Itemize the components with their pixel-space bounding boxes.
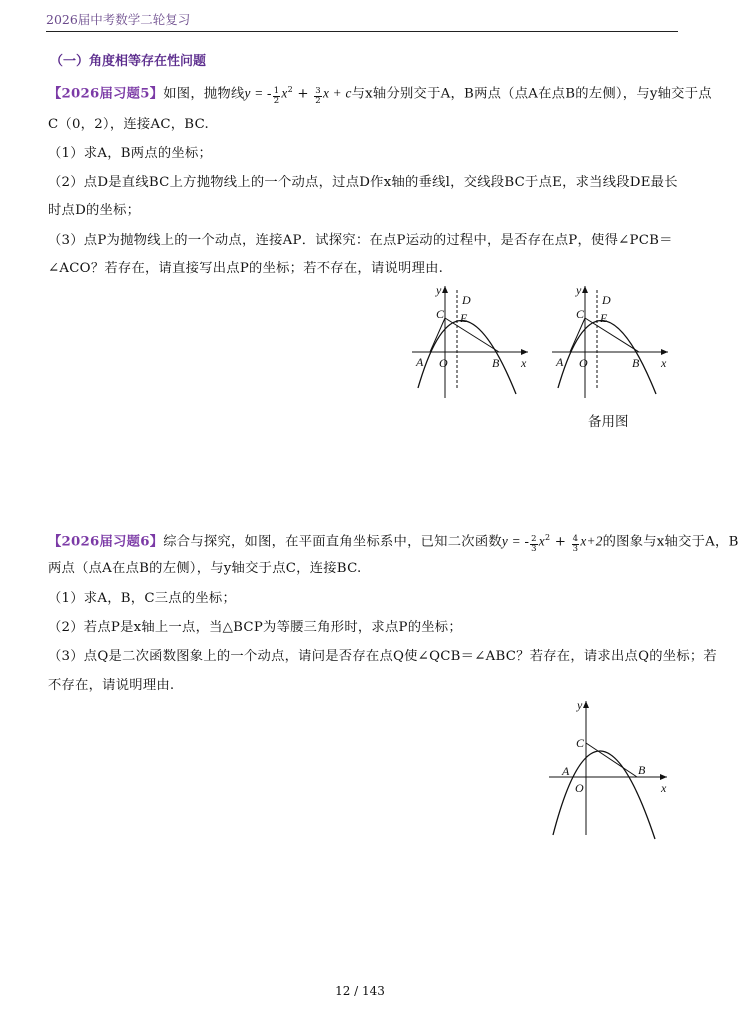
problem6-line1: 【2026届习题6】综合与探究，如图，在平面直角坐标系中，已知二次函数y = - $\frac{2}{3}$ $x^2$ + $\frac{4}{3}$ x+2的图象与x轴交于A，B xyxy=(48,533,739,555)
label-B: B xyxy=(492,356,500,370)
label-D: D xyxy=(462,293,471,307)
label-E: E xyxy=(460,311,468,325)
backup-label-x: x xyxy=(661,356,667,370)
section-title: （一）角度相等存在性问题 xyxy=(50,54,207,69)
problem6-eq-b: x xyxy=(538,533,545,549)
label-C: C xyxy=(436,307,445,321)
problem5-frac1: $\frac{1}{2}$ xyxy=(273,86,280,107)
problem6-frac2: $\frac{4}{3}$ xyxy=(572,534,579,555)
problem5-intro-a: 如图，抛物线 xyxy=(163,86,245,102)
backup-label-D: D xyxy=(602,293,611,307)
page-header: 2026届中考数学二轮复习 xyxy=(46,10,678,32)
backup-label-O: O xyxy=(579,356,588,370)
problem5-eq-a: y = - xyxy=(244,85,272,101)
problem5-line1: 【2026届习题5】如图，抛物线y = - $\frac{1}{2}$ $x^2$ + $\frac{3}{2}$ x + c与x轴分别交于A，B两点（点A在点B的左侧），与y轴交于点 xyxy=(48,85,712,107)
problem5-q3-line1: （3）点P为抛物线上的一个动点，连接AP．试探究：在点P运动的过程中，是否存在点P，使得∠PCB＝ xyxy=(48,233,673,248)
problem6-tag: 【2026届习题6】 xyxy=(48,534,164,550)
problem5-tag: 【2026届习题5】 xyxy=(48,86,164,102)
p6-label-y: y xyxy=(577,698,583,712)
problem5-frac2: $\frac{3}{2}$ xyxy=(315,86,321,107)
p6-label-A: A xyxy=(562,764,570,778)
p6-label-C: C xyxy=(576,736,585,750)
problem5-q3-line2: ∠ACO？若存在，请直接写出点P的坐标；若不存在，请说明理由. xyxy=(48,261,444,276)
problem5-eq-b: x xyxy=(281,85,288,101)
backup-label-E: E xyxy=(600,311,608,325)
problem6-eq-c: + xyxy=(550,534,571,550)
problem5-figure xyxy=(408,280,538,402)
problem5-q2-line1: （2）点D是直线BC上方抛物线上的一个动点，过点D作x轴的垂线l，交线段BC于点E，求当线段DE最长 xyxy=(48,175,678,190)
problem5-line2: C（0，2），连接AC，BC. xyxy=(48,117,209,132)
problem6-line2: 两点（点A在点B的左侧），与y轴交于点C，连接BC. xyxy=(48,561,362,576)
backup-label-C: C xyxy=(576,307,585,321)
problem6-q1: （1）求A，B，C三点的坐标； xyxy=(48,591,237,606)
page-number: 12 / 143 xyxy=(335,984,385,998)
problem6-figure xyxy=(545,695,675,840)
p6-label-O: O xyxy=(575,781,584,795)
problem6-intro-b: 的图象与x轴交于A，B xyxy=(602,534,739,550)
problem5-intro-b: 与x轴分别交于A，B两点（点A在点B的左侧），与y轴交于点 xyxy=(351,86,712,102)
backup-label-B: B xyxy=(632,356,640,370)
label-O: O xyxy=(439,356,448,370)
p6-label-B: B xyxy=(638,763,646,777)
problem5-q1: （1）求A，B两点的坐标； xyxy=(48,146,213,161)
problem6-eq-d: x+2 xyxy=(580,533,603,549)
p6-label-x: x xyxy=(661,781,667,795)
problem6-frac1: $\frac{2}{3}$ xyxy=(531,534,537,555)
problem5-eq-d: x + c xyxy=(322,85,352,101)
problem6-intro-a: 综合与探究，如图，在平面直角坐标系中，已知二次函数 xyxy=(163,534,502,550)
problem5-backup-figure xyxy=(548,280,678,402)
problem5-q2-line2: 时点D的坐标； xyxy=(48,203,141,218)
problem6-q3-line2: 不存在，请说明理由. xyxy=(48,678,175,693)
backup-label-y: y xyxy=(576,283,582,297)
backup-caption: 备用图 xyxy=(588,414,629,430)
problem6-eq-a: y = - xyxy=(501,533,530,549)
label-A: A xyxy=(416,355,424,369)
label-y: y xyxy=(436,283,442,297)
label-x: x xyxy=(521,356,527,370)
problem6-q3-line1: （3）点Q是二次函数图象上的一个动点，请问是否存在点Q使∠QCB＝∠ABC？若存在，请求出点Q的坐标；若 xyxy=(48,649,717,664)
backup-label-A: A xyxy=(556,355,564,369)
problem5-eq-c: + xyxy=(292,86,314,102)
problem6-q2: （2）若点P是x轴上一点，当△BCP为等腰三角形时，求点P的坐标； xyxy=(48,620,462,635)
